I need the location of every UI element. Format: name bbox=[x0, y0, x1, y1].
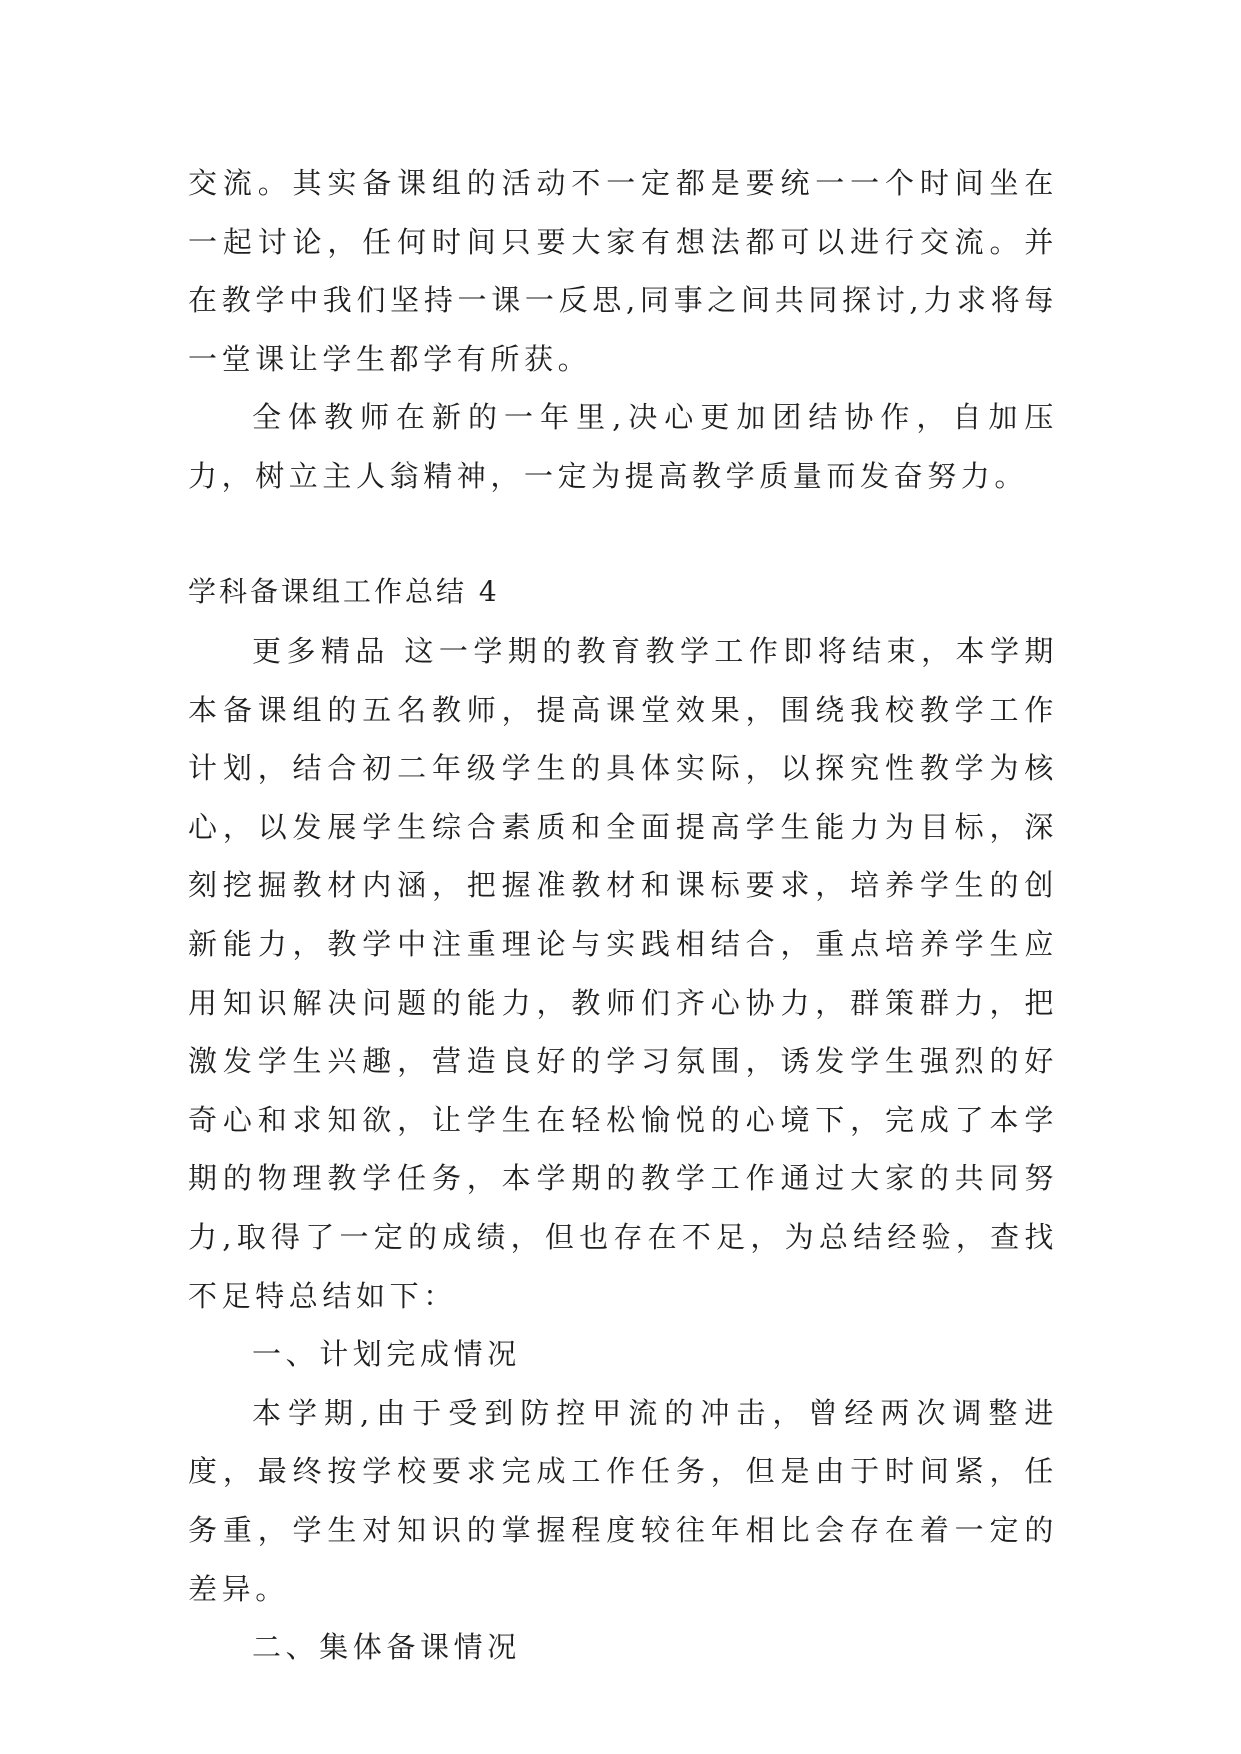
paragraph-resolution: 全体教师在新的一年里,决心更加团结协作，自加压力，树立主人翁精神，一定为提高教学质量而发奋努力。 bbox=[188, 400, 1058, 493]
heading-collective-lesson-prep: 二、集体备课情况 bbox=[252, 1630, 521, 1665]
section-title: 学科备课组工作总结 4 bbox=[188, 575, 500, 608]
section-heading-block bbox=[188, 563, 1058, 622]
section-body bbox=[188, 622, 1058, 1677]
heading-plan-completion: 一、计划完成情况 bbox=[252, 1337, 521, 1372]
paragraph-intro: 更多精品 这一学期的教育教学工作即将结束，本学期本备课组的五名教师，提高课堂效果，围绕我校教学工作计划，结合初二年级学生的具体实际，以探究性教学为核心，以发展学生综合素质和全面提高学生能力为目标，深刻挖掘教材内涵，把握准教材和课标要求，培养学生的创新能力，教学中注重理论与实践相结合，重点培养学生应用知识解决问题的能力，教师们齐心协力，群策群力，把激发学生兴趣，营造良好的学习氛围，诱发学生强烈的好奇心和求知欲，让学生在轻松愉悦的心境下，完成了本学期的物理教学任务，本学期的教学工作通过大家的共同努力,取得了一定的成绩，但也存在不足，为总结经验，查找不足特总结如下： bbox=[188, 634, 1058, 1313]
paragraph-plan-completion: 本学期,由于受到防控甲流的冲击，曾经两次调整进度，最终按学校要求完成工作任务，但是由于时间紧，任务重，学生对知识的掌握程度较往年相比会存在着一定的差异。 bbox=[188, 1395, 1058, 1606]
continued-text bbox=[188, 154, 1058, 506]
paragraph-collaboration: 交流。其实备课组的活动不一定都是要统一一个时间坐在一起讨论，任何时间只要大家有想法都可以进行交流。并在教学中我们坚持一课一反思,同事之间共同探讨,力求将每一堂课让学生都学有所获。 bbox=[188, 166, 1058, 376]
